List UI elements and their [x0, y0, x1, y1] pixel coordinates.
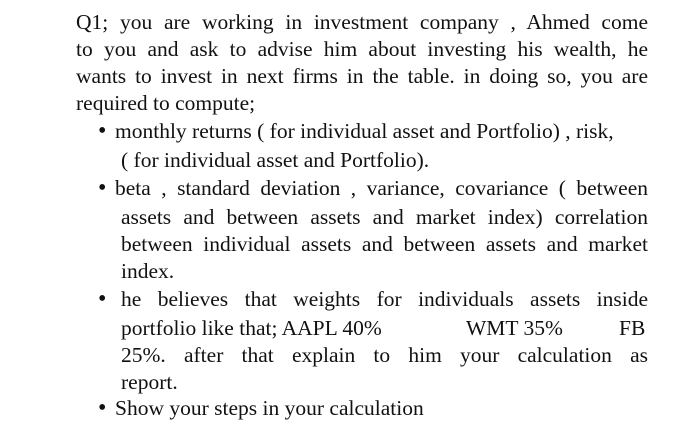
question-line-4: required to compute; [76, 91, 256, 115]
bullet-4-line-1: Show your steps in your calculation [115, 396, 424, 420]
bullet-2-line-1: beta , standard deviation , variance, covariance ( between [115, 176, 648, 200]
bullet-3-line-3: 25%. after that explain to him your calculation as [121, 343, 648, 367]
bullet-1-line-1: monthly returns ( for individual asset and Portfolio) , risk, [115, 119, 614, 143]
question-line-2: to you and ask to advise him about investing his wealth, he [76, 37, 648, 61]
bullet-3-line-1: he believes that weights for individuals assets inside [121, 287, 648, 311]
bullet-3-weights-wmt: WMT 35% [466, 316, 563, 340]
bullet-3-line-4: report. [121, 370, 178, 394]
question-line-1: Q1; you are working in investment company , Ahmed come [76, 10, 648, 34]
bullet-3-weights-prefix: portfolio like that; AAPL 40% [121, 316, 382, 340]
question-line-3: wants to invest in next firms in the table. in doing so, you are [76, 64, 648, 88]
bullet-dot-3: • [98, 286, 107, 312]
bullet-2-line-3: between individual assets and between assets and market [121, 232, 648, 256]
bullet-dot-1: • [98, 118, 107, 144]
bullet-1-line-2: ( for individual asset and Portfolio). [121, 148, 430, 172]
bullet-dot-4: • [98, 395, 107, 421]
bullet-2-line-4: index. [121, 259, 175, 283]
bullet-3-weights-fb: FB [619, 316, 646, 340]
bullet-dot-2: • [98, 175, 107, 201]
bullet-2-line-2: assets and between assets and market index) correlation [121, 205, 648, 229]
